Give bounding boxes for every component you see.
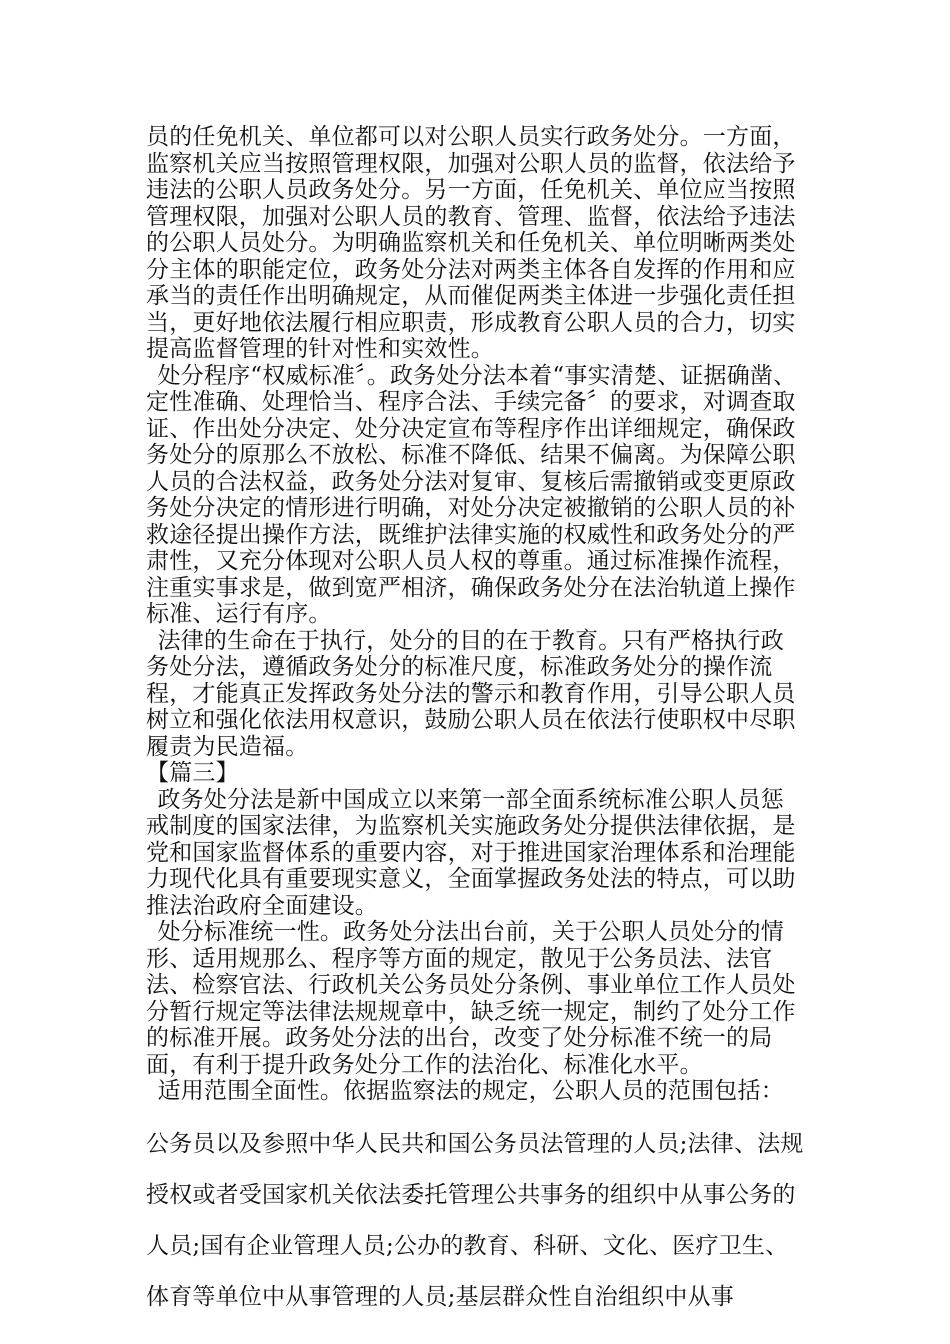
paragraph-enforcement: 法律的生命在于执行，处分的目的在于教育。只有严格执行政务处分法，遵循政务处分的标准尺度，标准政务处分的操作流程，才能真正发挥政务处分法的警示和教育作用，引导公职人员树立和强化依法用权意识，鼓励公职人员在依法行使职权中尽职履责为民造福。	[146, 627, 796, 760]
document-body	[146, 124, 806, 1323]
paragraph-continuation: 员的任免机关、单位都可以对公职人员实行政务处分。一方面，监察机关应当按照管理权限，加强对公职人员的监督，依法给予违法的公职人员政务处分。另一方面，任免机关、单位应当按照管理权限，加强对公职人员的教育、管理、监督，依法给予违法的公职人员处分。为明确监察机关和任免机关、单位明晰两类处分主体的职能定位，政务处分法对两类主体各自发挥的作用和应承当的责任作出明确规定，从而催促两类主体进一步强化责任担当，更好地依法履行相应职责，形成教育公职人员的合力，切实提高监督管理的针对性和实效性。	[146, 124, 796, 362]
paragraph-intro: 政务处分法是新中国成立以来第一部全面系统标准公职人员惩戒制度的国家法律，为监察机关实施政务处分提供法律依据，是党和国家监督体系的重要内容，对于推进国家治理体系和治理能力现代化具有重要现实意义，全面掌握政务处法的特点，可以助推法治政府全面建设。	[146, 786, 796, 919]
paragraph-scope-list: 公务员以及参照中华人民共和国公务员法管理的人员;法律、法规授权或者受国家机关依法委托管理公共事务的组织中从事公务的人员;国有企业管理人员;公办的教育、科研、文化、医疗卫生、体育等单位中从事管理的人员;基层群众性自治组织中从事	[146, 1130, 804, 1310]
dense-text-block	[146, 124, 806, 1105]
paragraph-uniformity: 处分标准统一性。政务处分法出台前，关于公职人员处分的情形、适用规那么、程序等方面的规定，散见于公务员法、法官法、检察官法、行政机关公务员处分条例、事业单位工作人员处分暂行规定等法律法规规章中，缺乏统一规定，制约了处分工作的标准开展。政务处分法的出台，改变了处分标准不统一的局面，有利于提升政务处分工作的法治化、标准化水平。	[146, 919, 796, 1078]
paragraph-procedure: 处分程序“权威标准〞。政务处分法本着“事实清楚、证据确凿、定性准确、处理恰当、程序合法、手续完备〞的要求，对调查取证、作出处分决定、处分决定宣布等程序作出详细规定，确保政务处分的原那么不放松、标准不降低、结果不偏离。为保障公职人员的合法权益，政务处分法对复审、复核后需撤销或变更原政务处分决定的情形进行明确，对处分决定被撤销的公职人员的补救途径提出操作方法，既维护法律实施的权威性和政务处分的严肃性，又充分体现对公职人员人权的尊重。通过标准操作流程，注重实事求是，做到宽严相济，确保政务处分在法治轨道上操作标准、运行有序。	[146, 362, 797, 627]
section-heading: 【篇三】	[146, 760, 239, 786]
loose-text-block	[146, 1119, 806, 1323]
paragraph-scope: 适用范围全面性。依据监察法的规定，公职人员的范围包括：	[157, 1078, 784, 1104]
